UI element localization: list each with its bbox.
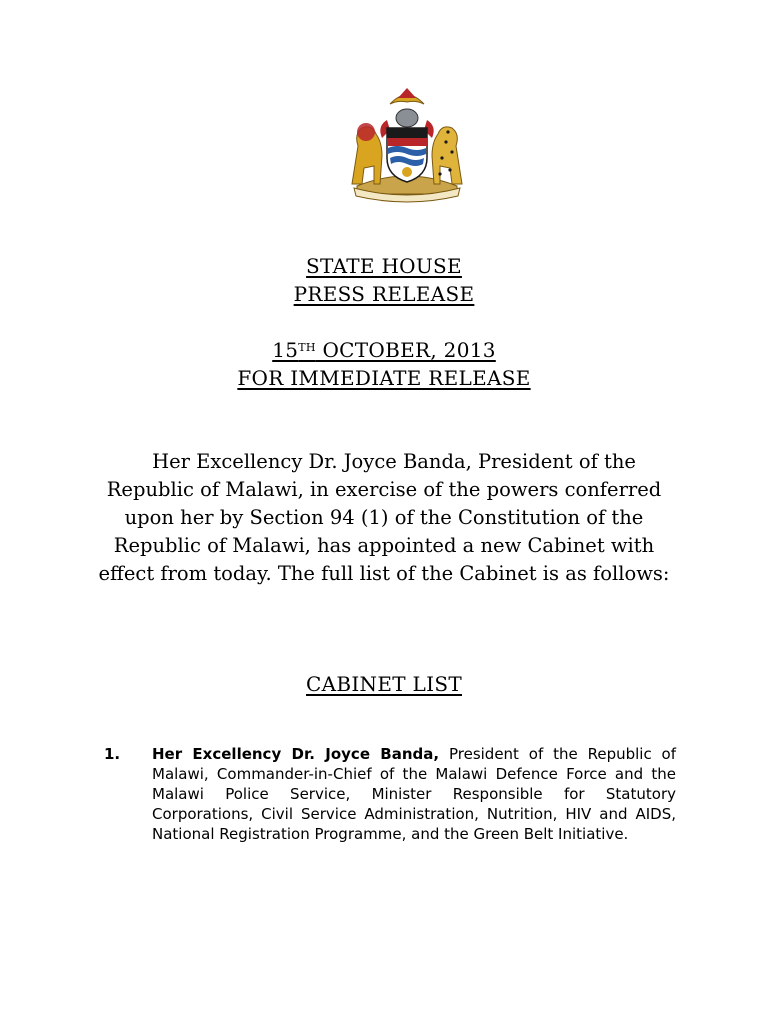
intro-paragraph xyxy=(88,448,680,588)
release-date xyxy=(0,337,768,363)
heading-state-house: STATE HOUSE xyxy=(306,254,462,278)
list-item-number: 1. xyxy=(104,745,121,763)
date-suffix: TH xyxy=(298,341,316,354)
date-month-year: OCTOBER, 2013 xyxy=(315,338,496,362)
coat-of-arms-emblem xyxy=(332,86,482,206)
date-day: 15 xyxy=(272,338,299,362)
coat-of-arms-icon xyxy=(332,86,482,206)
list-item-body xyxy=(152,744,676,844)
intro-text: Her Excellency Dr. Joyce Banda, President of the Republic of Malawi, in exercise of the powers conferred upon her by Section 94 (1) of the Constitution of the Republic of Malawi, has appointed a new Cabinet with effect from today. The full list of the Cabinet is as follows: xyxy=(98,450,670,585)
cabinet-list-title: CABINET LIST xyxy=(306,672,462,696)
heading-press-release: PRESS RELEASE xyxy=(293,282,475,306)
list-item-description: President of the Republic of Malawi, Commander-in-Chief of the Malawi Defence Force and the Malawi Police Service, Minister Responsible for Statutory Corporations, Civil Service Administration, Nutrition, HIV and AIDS, National Registration Programme, and the Green Belt Initiative. xyxy=(152,745,677,843)
list-item-name: Her Excellency Dr. Joyce Banda, xyxy=(152,745,440,763)
release-note: FOR IMMEDIATE RELEASE xyxy=(237,366,531,390)
